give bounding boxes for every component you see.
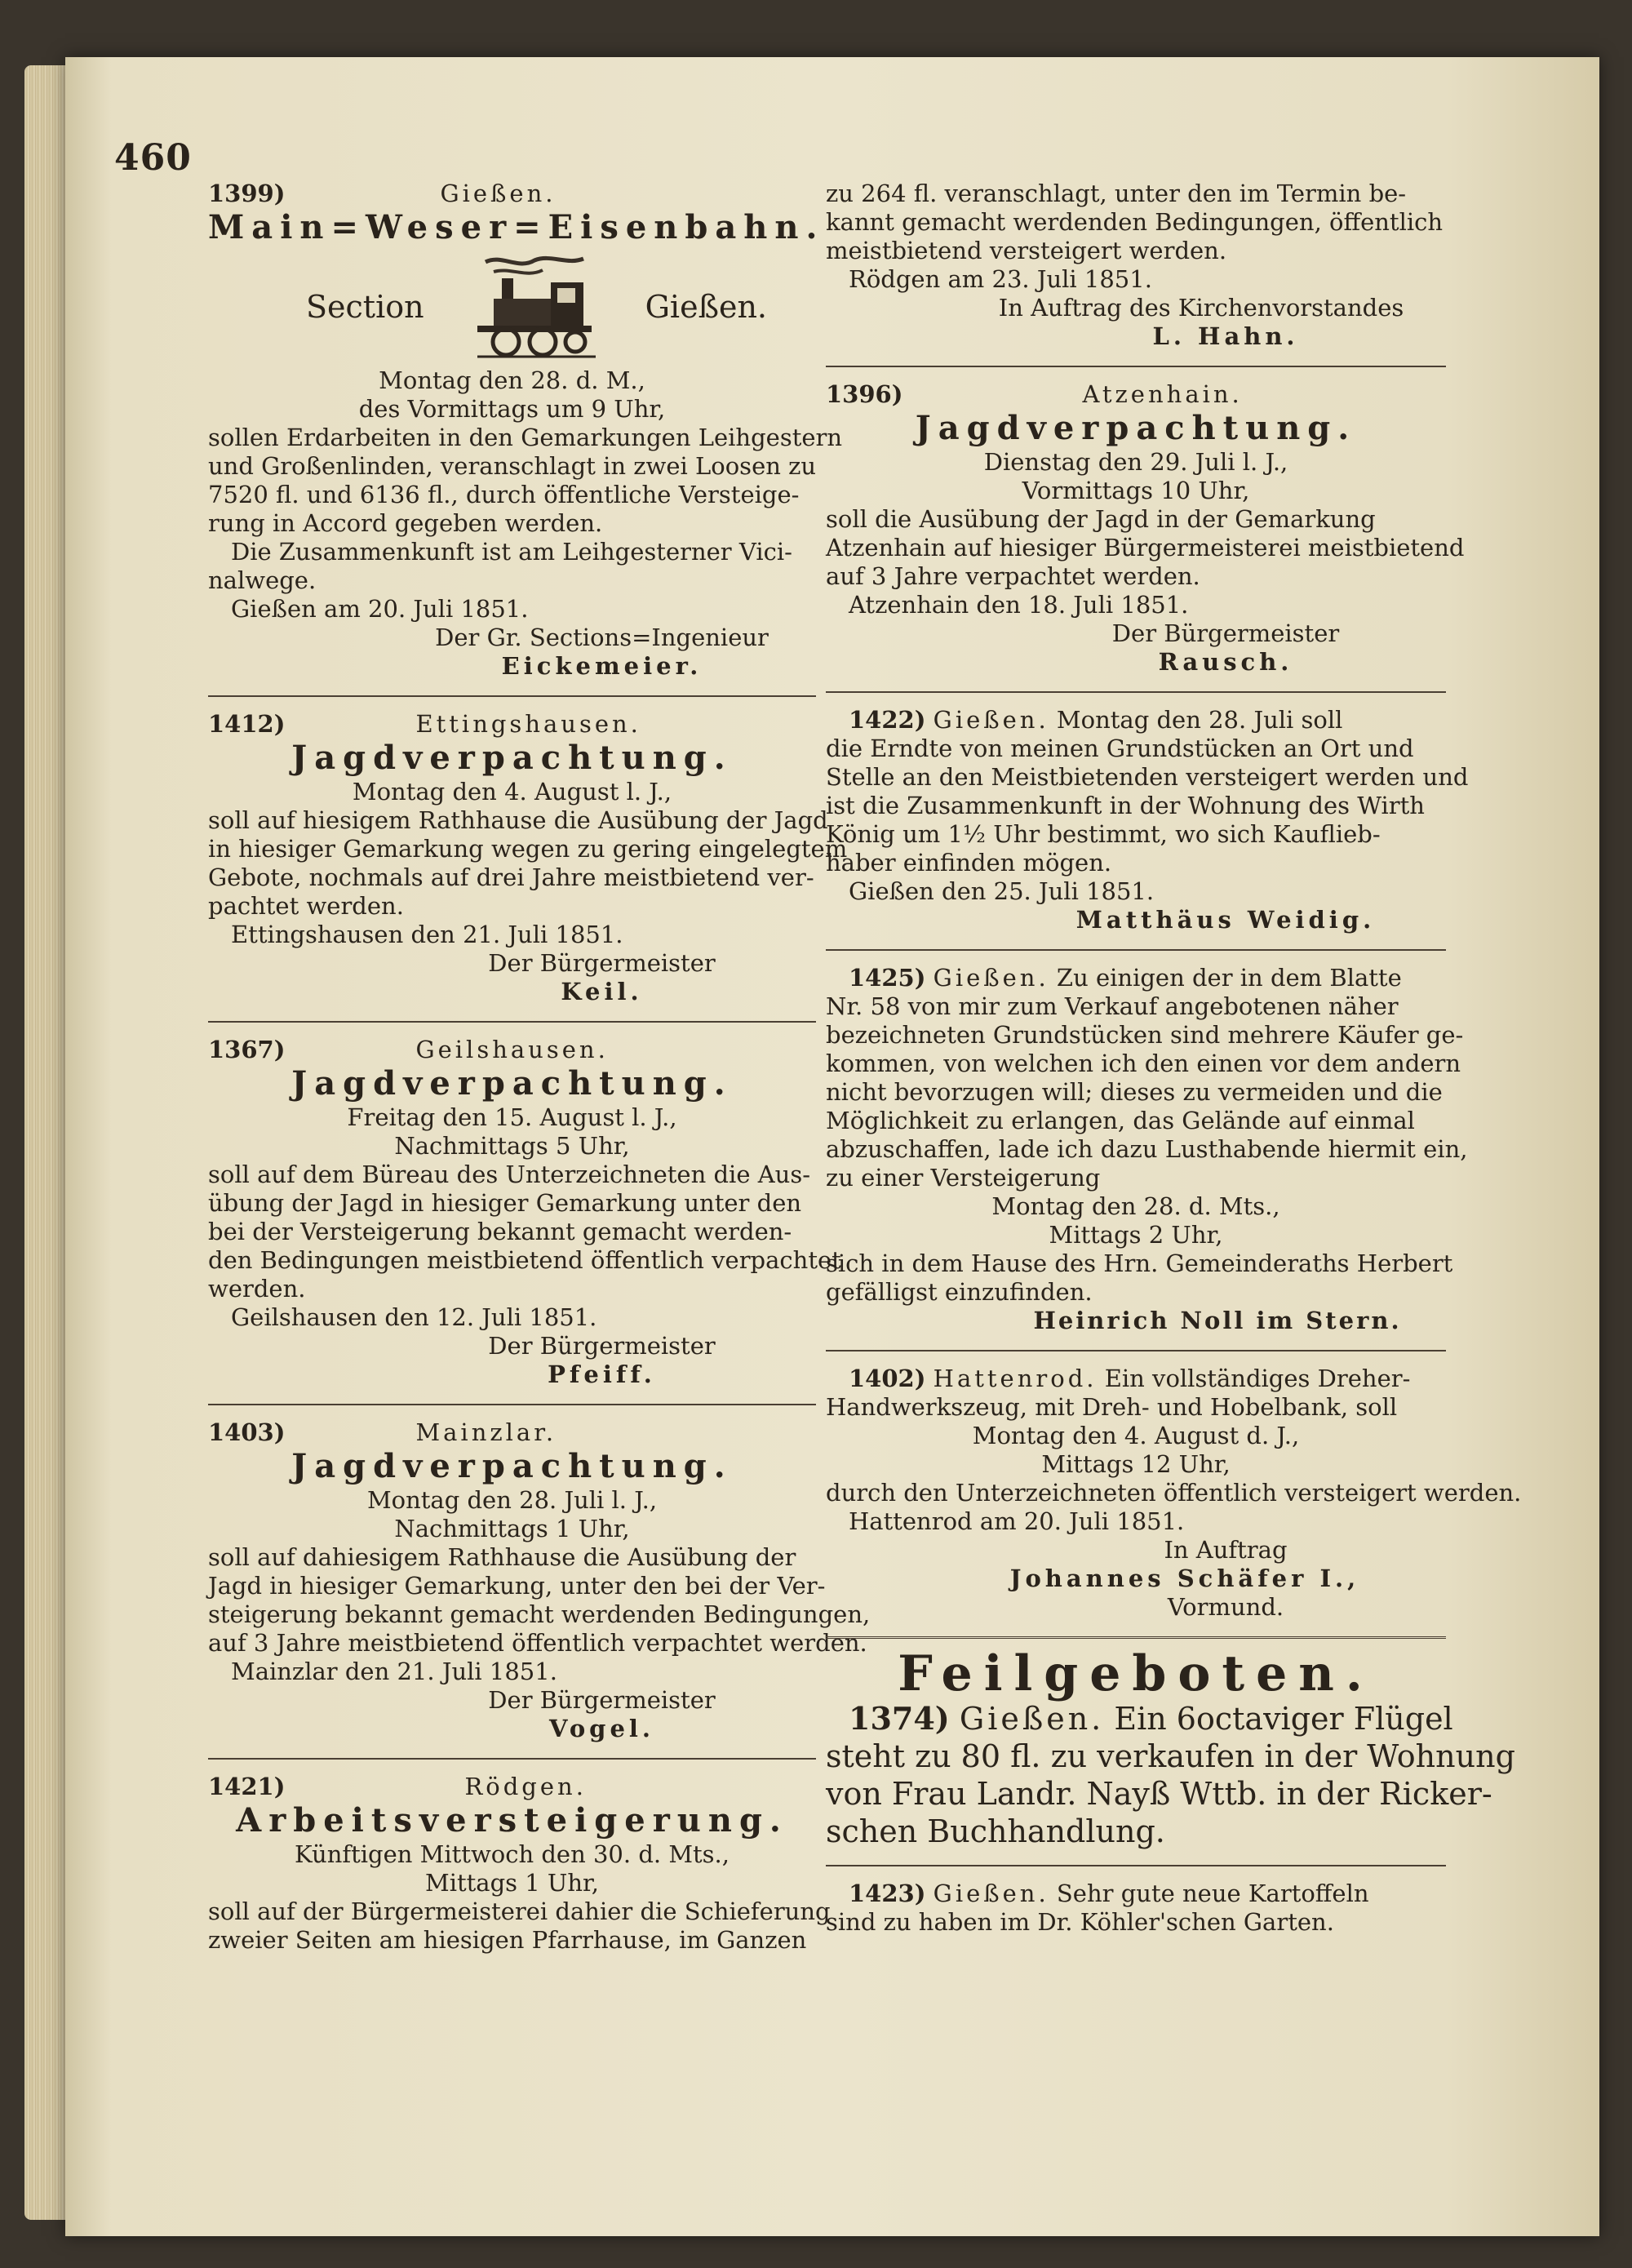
signer-name: Matthäus Weidig. (1075, 906, 1376, 934)
notice-date-line: Dienstag den 29. Juli l. J., (983, 448, 1288, 476)
body-line: Sehr gute neue Kartoffeln (1056, 1880, 1369, 1907)
notice-date-line: Montag den 4. August l. J., (352, 778, 672, 806)
divider (208, 1021, 816, 1023)
notice-dateline: Ettingshausen den 21. Juli 1851. (231, 921, 623, 948)
signature-title: Der Gr. Sections=Ingenieur (435, 624, 769, 651)
notice-time-line: Mittags 1 Uhr, (425, 1869, 599, 1897)
body-line: Nr. 58 von mir zum Verkauf angebotenen näher (826, 992, 1399, 1020)
page-number: 460 (114, 137, 192, 179)
section-row (208, 247, 816, 366)
divider (826, 691, 1446, 693)
notice-number: 1425) (849, 964, 926, 992)
signature-title: Der Bürgermeister (1111, 619, 1340, 647)
body-line: soll die Ausübung der Jagd in der Gemarkung (826, 505, 1376, 533)
signer-name: Eickemeier. (501, 652, 703, 680)
body-line: Möglichkeit zu erlangen, das Gelände auf einmal (826, 1107, 1415, 1134)
divider (826, 949, 1446, 951)
signer-name: Pfeiff. (548, 1360, 656, 1388)
notice-date-line: Montag den 4. August d. J., (972, 1422, 1300, 1449)
body-line: schen Buchhandlung. (826, 1813, 1165, 1849)
body-line: werden. (208, 1275, 306, 1303)
body-line: zweier Seiten am hiesigen Pfarrhause, im Ganzen (208, 1926, 807, 1954)
body-line: bei der Versteigerung bekannt gemacht werden- (208, 1218, 792, 1245)
body-line: König um 1½ Uhr bestimmt, wo sich Kauflieb- (826, 820, 1381, 848)
notice-time-line: Nachmittags 1 Uhr, (394, 1515, 630, 1542)
body-line: soll auf dahiesigem Rathhause die Ausübung der (208, 1543, 796, 1571)
notice-time-line: Mittags 2 Uhr, (1049, 1221, 1223, 1249)
divider (208, 695, 816, 697)
notice-place: Gießen. (933, 964, 1049, 992)
signature-title: Der Bürgermeister (488, 949, 716, 977)
notice-number: 1421) (208, 1773, 286, 1800)
notice-1399 (208, 180, 843, 689)
body-line: steigerung bekannt gemacht werdenden Bedingungen, (208, 1600, 871, 1628)
notice-place: Gießen. (440, 180, 557, 207)
body-line: abzuschaffen, lade ich dazu Lusthabende hiermit ein, (826, 1135, 1468, 1163)
notice-title: Arbeitsversteigerung. (236, 1801, 788, 1840)
body-line: sind zu haben im Dr. Köhler'schen Garten. (826, 1908, 1334, 1936)
body-line: 7520 fl. und 6136 fl., durch öffentliche Versteige- (208, 481, 800, 508)
body-line: die Erndte von meinen Grundstücken an Ort und (826, 735, 1414, 762)
body-line: soll auf hiesigem Rathhause die Ausübung der Jagd (208, 806, 828, 834)
body-line: steht zu 80 fl. zu verkaufen in der Wohnung (826, 1738, 1515, 1774)
divider (826, 1350, 1446, 1351)
body-line: Die Zusammenkunft ist am Leihgesterner Vici- (231, 538, 792, 566)
notice-number: 1367) (208, 1036, 286, 1063)
body-line: haber einfinden mögen. (826, 849, 1112, 877)
notice-1396 (826, 380, 1465, 685)
body-line: soll auf dem Büreau des Unterzeichneten die Aus- (208, 1161, 810, 1188)
signer-name: L. Hahn. (1152, 322, 1299, 350)
notice-title: Jagdverpachtung. (291, 1064, 733, 1103)
signer-role: Vormund. (1167, 1593, 1284, 1621)
notice-place: Gießen. (959, 1701, 1105, 1737)
signer-name: Vogel. (548, 1715, 655, 1742)
notice-number: 1402) (849, 1365, 926, 1392)
body-line: den Bedingungen meistbietend öffentlich verpachtet (208, 1246, 841, 1274)
notice-number: 1374) (849, 1700, 950, 1737)
body-line: sollen Erdarbeiten in den Gemarkungen Leihgestern (208, 424, 843, 451)
notice-place: Geilshausen. (415, 1036, 609, 1063)
signer-name: Keil. (561, 978, 643, 1005)
notice-title: Jagdverpachtung. (915, 409, 1357, 447)
notice-1402 (826, 1365, 1522, 1630)
notice-dateline: Atzenhain den 18. Juli 1851. (849, 591, 1189, 619)
notice-dateline: Mainzlar den 21. Juli 1851. (231, 1658, 557, 1685)
notice-title: Jagdverpachtung. (291, 1447, 733, 1485)
notice-dateline: Gießen am 20. Juli 1851. (231, 595, 529, 623)
notice-time-line: Mittags 12 Uhr, (1041, 1450, 1231, 1478)
divider (826, 366, 1446, 367)
body-line: durch den Unterzeichneten öffentlich versteigert werden. (826, 1479, 1522, 1507)
notice-1403 (208, 1418, 871, 1751)
notice-number: 1412) (208, 710, 286, 738)
body-line: Ein 6octaviger Flügel (1114, 1701, 1453, 1737)
section-title: Feilgeboten. (898, 1645, 1374, 1702)
divider (208, 1404, 816, 1405)
notice-1421 (208, 1773, 831, 1963)
body-line: nalwege. (208, 566, 317, 594)
notice-1367 (208, 1036, 841, 1397)
section-place: Gießen. (645, 288, 767, 325)
body-line: soll auf der Bürgermeisterei dahier die Schieferung (208, 1897, 831, 1925)
body-line: meistbietend versteigert werden. (826, 237, 1227, 264)
body-line: in hiesiger Gemarkung wegen zu gering eingelegtem (208, 835, 848, 863)
body-line: kommen, von welchen ich den einen vor dem andern (826, 1050, 1461, 1077)
notice-date-line: Montag den 28. d. Mts., (991, 1192, 1280, 1220)
body-line: rung in Accord gegeben werden. (208, 509, 603, 537)
body-line: bezeichneten Grundstücken sind mehrere Käufer ge- (826, 1021, 1464, 1049)
notice-place: Hattenrod. (933, 1365, 1098, 1392)
locomotive-icon (469, 254, 600, 360)
notice-dateline: Geilshausen den 12. Juli 1851. (231, 1303, 597, 1331)
body-line: Handwerkszeug, mit Dreh- und Hobelbank, soll (826, 1393, 1398, 1421)
notice-number: 1423) (849, 1880, 926, 1907)
body-line: übung der Jagd in hiesiger Gemarkung unter den (208, 1189, 802, 1217)
signature-title: Der Bürgermeister (488, 1686, 716, 1714)
section-label: Section (306, 288, 424, 325)
notice-time-line: Vormittags 10 Uhr, (1022, 477, 1250, 504)
notice-dateline: Gießen den 25. Juli 1851. (849, 877, 1155, 905)
body-line: Stelle an den Meistbietenden versteigert werden und (826, 763, 1469, 791)
notice-date-line: Künftigen Mittwoch den 30. d. Mts., (295, 1840, 730, 1868)
body-line: und Großenlinden, veranschlagt in zwei Loosen zu (208, 452, 817, 480)
notice-date-line: Montag den 28. d. M., (379, 366, 645, 394)
notice-number: 1399) (208, 180, 286, 207)
notice-date-line: Freitag den 15. August l. J., (347, 1103, 677, 1131)
body-line: nicht bevorzugen will; dieses zu vermeiden und die (826, 1078, 1443, 1106)
notice-place: Ettingshausen. (415, 710, 641, 738)
signature-title: In Auftrag des Kirchenvorstandes (998, 294, 1404, 322)
body-line: auf 3 Jahre meistbietend öffentlich verpachtet werden. (208, 1629, 867, 1657)
signer-name: Johannes Schäfer I., (1009, 1565, 1360, 1592)
body-line: Montag den 28. Juli soll (1056, 706, 1343, 734)
signer-name: Heinrich Noll im Stern. (1033, 1307, 1402, 1334)
body-line: gefälligst einzufinden. (826, 1278, 1093, 1306)
notice-place: Mainzlar. (415, 1418, 557, 1446)
notice-place: Gießen. (933, 1880, 1049, 1907)
notice-place: Rödgen. (464, 1773, 587, 1800)
body-line: kannt gemacht werdenden Bedingungen, öffentlich (826, 208, 1444, 236)
body-line: auf 3 Jahre verpachtet werden. (826, 562, 1200, 590)
body-line: von Frau Landr. Nayß Wttb. in der Ricker- (826, 1776, 1492, 1812)
notice-place: Atzenhain. (1082, 380, 1243, 408)
notice-number: 1396) (826, 380, 903, 408)
notice-place: Gießen. (933, 706, 1049, 734)
notice-1425 (826, 964, 1468, 1343)
body-line: zu einer Versteigerung (826, 1164, 1101, 1192)
notice-number: 1422) (849, 706, 926, 734)
notice-title: Jagdverpachtung. (291, 739, 733, 777)
body-line: zu 264 fl. veranschlagt, unter den im Termin be- (826, 180, 1407, 207)
right-column (826, 180, 1522, 1945)
divider (826, 1865, 1446, 1866)
notice-dateline: Rödgen am 23. Juli 1851. (849, 265, 1152, 293)
body-line: Ein vollständiges Dreher- (1104, 1365, 1411, 1392)
body-line: Jagd in hiesiger Gemarkung, unter den bei der Ver- (208, 1572, 826, 1600)
signature-title: In Auftrag (1164, 1536, 1288, 1564)
notice-time-line: des Vormittags um 9 Uhr, (358, 395, 666, 423)
divider (208, 1758, 816, 1760)
notice-date-line: Montag den 28. Juli l. J., (366, 1486, 658, 1514)
notice-dateline: Hattenrod am 20. Juli 1851. (849, 1507, 1185, 1535)
notice-time-line: Nachmittags 5 Uhr, (394, 1132, 630, 1160)
signature-title: Der Bürgermeister (488, 1332, 716, 1360)
notice-number: 1403) (208, 1418, 286, 1446)
body-line: sich in dem Hause des Hrn. Gemeinderaths Herbert (826, 1249, 1453, 1277)
body-line: Zu einigen der in dem Blatte (1056, 964, 1402, 992)
body-line: Gebote, nochmals auf drei Jahre meistbietend ver- (208, 863, 814, 891)
notice-1423 (826, 1880, 1446, 1945)
signer-name: Rausch. (1158, 648, 1293, 676)
notice-1412 (208, 710, 848, 1014)
body-line: ist die Zusammenkunft in der Wohnung des Wirth (826, 792, 1425, 819)
body-line: Atzenhain auf hiesiger Bürgermeisterei meistbietend (826, 534, 1465, 561)
notice-1374 (826, 1700, 1515, 1858)
body-line: pachtet werden. (208, 892, 404, 920)
notice-1421-continued (826, 180, 1446, 359)
notice-title: Main=Weser=Eisenbahn. (208, 208, 825, 246)
divider (826, 1636, 1446, 1639)
notice-1422 (826, 706, 1469, 943)
